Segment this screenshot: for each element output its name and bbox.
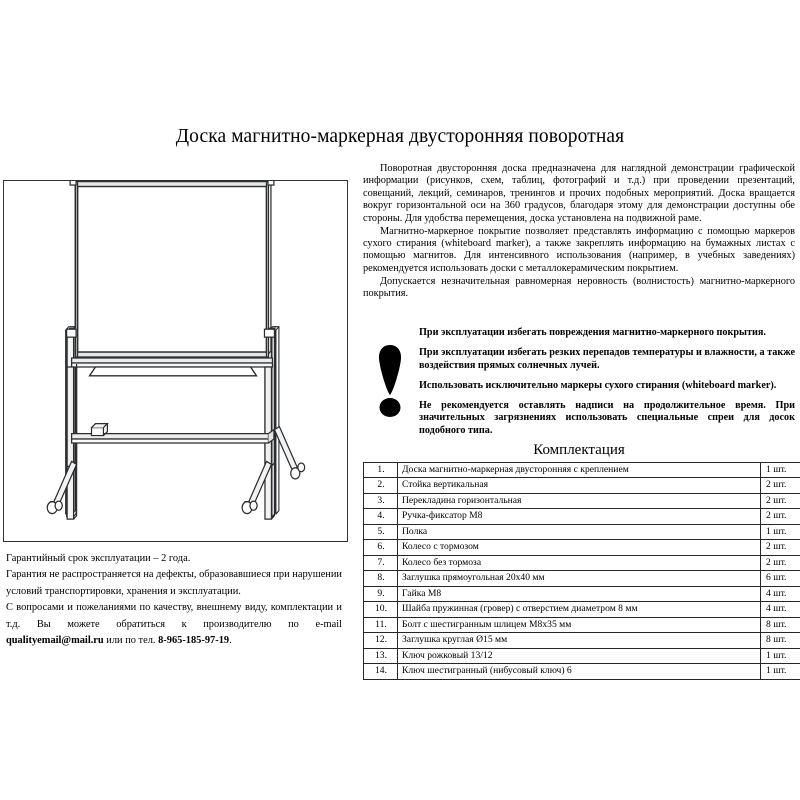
kit-row-name: Болт с шестигранным шлицем М8х35 мм: [398, 617, 761, 632]
kit-row-name: Гайка М8: [398, 586, 761, 601]
kit-row-quantity: 1 шт.: [761, 463, 800, 478]
contact-prefix: С вопросами и пожеланиями по качеству, внешнему виду, комплектации и т.д. Вы можете обратиться к производителю по e-mail: [6, 602, 342, 630]
contact-phone: 8-965-185-97-19: [158, 635, 230, 647]
caster-left-rear: [55, 501, 62, 510]
kit-row-number: 6.: [364, 540, 398, 555]
warning-item: При эксплуатации избегать повреждения магнитно-маркерного покрытия.: [419, 327, 766, 338]
kit-row-number: 11.: [364, 617, 398, 632]
kit-row-name: Шайба пружинная (гровер) с отверстием диаметром 8 мм: [398, 602, 761, 617]
kit-row-quantity: 2 шт.: [761, 509, 800, 524]
kit-row-name: Доска магнитно-маркерная двусторонняя с креплением: [398, 463, 761, 478]
table-row: [364, 648, 800, 663]
caster-right-rear: [250, 501, 257, 510]
caster-right-outer-2: [298, 463, 305, 472]
warning-item: Не рекомендуется оставлять надписи на продолжительное время. При значительных загрязнениях использовать специальные спреи для досок подобного типа.: [419, 399, 795, 437]
board: [76, 181, 271, 357]
crossbar-bottom: [72, 424, 274, 443]
pivot-bracket-right: [264, 329, 274, 337]
contact-suffix: .: [229, 635, 232, 647]
pivot-knob-left: [70, 181, 76, 185]
table-row: [364, 463, 800, 478]
kit-row-name: Ручка-фиксатор М8: [398, 509, 761, 524]
table-row: [364, 633, 800, 648]
table-row: [364, 478, 800, 493]
kit-row-number: 12.: [364, 633, 398, 648]
kit-row-number: 5.: [364, 524, 398, 539]
table-row: [364, 617, 800, 632]
whiteboard-stand-drawing: [4, 181, 347, 541]
kit-row-name: Заглушка прямоугольная 20х40 мм: [398, 571, 761, 586]
kit-heading: Комплектация: [533, 442, 625, 458]
kit-row-number: 2.: [364, 478, 398, 493]
kit-row-quantity: 2 шт.: [761, 540, 800, 555]
kit-row-name: Стойка вертикальная: [398, 478, 761, 493]
table-row: [364, 664, 800, 679]
kit-row-name: Ключ шестигранный (нибусовый ключ) 6: [398, 664, 761, 679]
table-row: [364, 602, 800, 617]
description-paragraph-3: Допускается незначительная равномерная неровность (волнистость) магнитно-маркерного покрытия.: [363, 275, 795, 300]
warning-item: Использовать исключительно маркеры сухого стирания (whiteboard marker).: [419, 379, 777, 391]
description-paragraph-1: Поворотная двусторонняя доска предназначена для наглядной демонстрации графической информации (рисунков, схем, таблиц, фотографий и т.д.) при проведении презентаций, совещаний, лекций, семинаров, тренингов и прочих подобных мероприятий. Доска вращается вокруг горизонтальной оси на 360 градусов, благодаря этому для демонстрации доступны обе стороны. Для удобства перемещения, доска установлена на подвижной раме.: [363, 163, 795, 224]
kit-row-number: 4.: [364, 509, 398, 524]
kit-row-quantity: 1 шт.: [761, 648, 800, 663]
kit-row-quantity: 1 шт.: [761, 664, 800, 679]
kit-row-name: Полка: [398, 524, 761, 539]
kit-row-quantity: 4 шт.: [761, 586, 800, 601]
contact-email: qualityemail@mail.ru: [6, 635, 104, 647]
table-row: [364, 555, 800, 570]
warning-item: При эксплуатации избегать резких перепадов температуры и влажности, а также воздействия прямых солнечных лучей.: [419, 347, 795, 371]
kit-row-quantity: 4 шт.: [761, 602, 800, 617]
warnings-block: [363, 327, 795, 438]
table-row: [364, 493, 800, 508]
kit-row-number: 3.: [364, 493, 398, 508]
kit-row-quantity: 1 шт.: [761, 524, 800, 539]
kit-row-name: Перекладина горизонтальная: [398, 493, 761, 508]
warning-items: [363, 327, 795, 438]
page-title: Доска магнитно-маркерная двусторонняя поворотная: [175, 126, 625, 147]
table-row: [364, 540, 800, 555]
product-description: [363, 163, 795, 301]
kit-row-quantity: 2 шт.: [761, 493, 800, 508]
kit-row-quantity: 6 шт.: [761, 571, 800, 586]
warranty-contact: [6, 600, 342, 649]
contact-middle: или по тел.: [103, 635, 159, 647]
kit-row-number: 8.: [364, 571, 398, 586]
table-row: [364, 571, 800, 586]
table-row: [364, 509, 800, 524]
pivot-bracket-left: [67, 329, 76, 337]
pivot-knob-right: [268, 181, 274, 185]
warranty-exclusion: Гарантия не распространяется на дефекты, образовавшиеся при нарушении условий транспортировки, хранения и эксплуатации.: [6, 569, 342, 597]
warranty-block: [6, 551, 342, 649]
kit-row-quantity: 8 шт.: [761, 633, 800, 648]
kit-row-name: Колесо без тормоза: [398, 555, 761, 570]
exclamation-mark-icon: [375, 343, 405, 418]
table-row: [364, 586, 800, 601]
kit-row-number: 13.: [364, 648, 398, 663]
warranty-term: Гарантийный срок эксплуатации – 2 года.: [6, 553, 191, 564]
kit-row-quantity: 2 шт.: [761, 478, 800, 493]
post-right-lower: [265, 364, 274, 466]
kit-row-name: Колесо с тормозом: [398, 540, 761, 555]
kit-table-body: [364, 463, 800, 680]
foot-right-outer: [274, 427, 297, 471]
kit-row-name: Заглушка круглая Ø15 мм: [398, 633, 761, 648]
kit-row-number: 9.: [364, 586, 398, 601]
table-row: [364, 524, 800, 539]
marker-tray: [72, 358, 273, 376]
product-illustration-frame: [3, 180, 348, 542]
kit-row-number: 10.: [364, 602, 398, 617]
kit-row-number: 1.: [364, 463, 398, 478]
kit-row-name: Ключ рожковый 13/12: [398, 648, 761, 663]
description-paragraph-2: Магнитно-маркерное покрытие позволяет представлять информацию с помощью маркеров сухого стирания (whiteboard marker), а также закреплять информацию на бумажных листах с помощью магнитов. Для интенсивного использования (например, в учебных заведениях) рекомендуется использовать доски с металлокерамическим покрытием.: [363, 225, 795, 274]
kit-row-quantity: 2 шт.: [761, 555, 800, 570]
kit-row-number: 14.: [364, 664, 398, 679]
kit-row-quantity: 8 шт.: [761, 617, 800, 632]
kit-row-number: 7.: [364, 555, 398, 570]
kit-table: [363, 462, 800, 680]
